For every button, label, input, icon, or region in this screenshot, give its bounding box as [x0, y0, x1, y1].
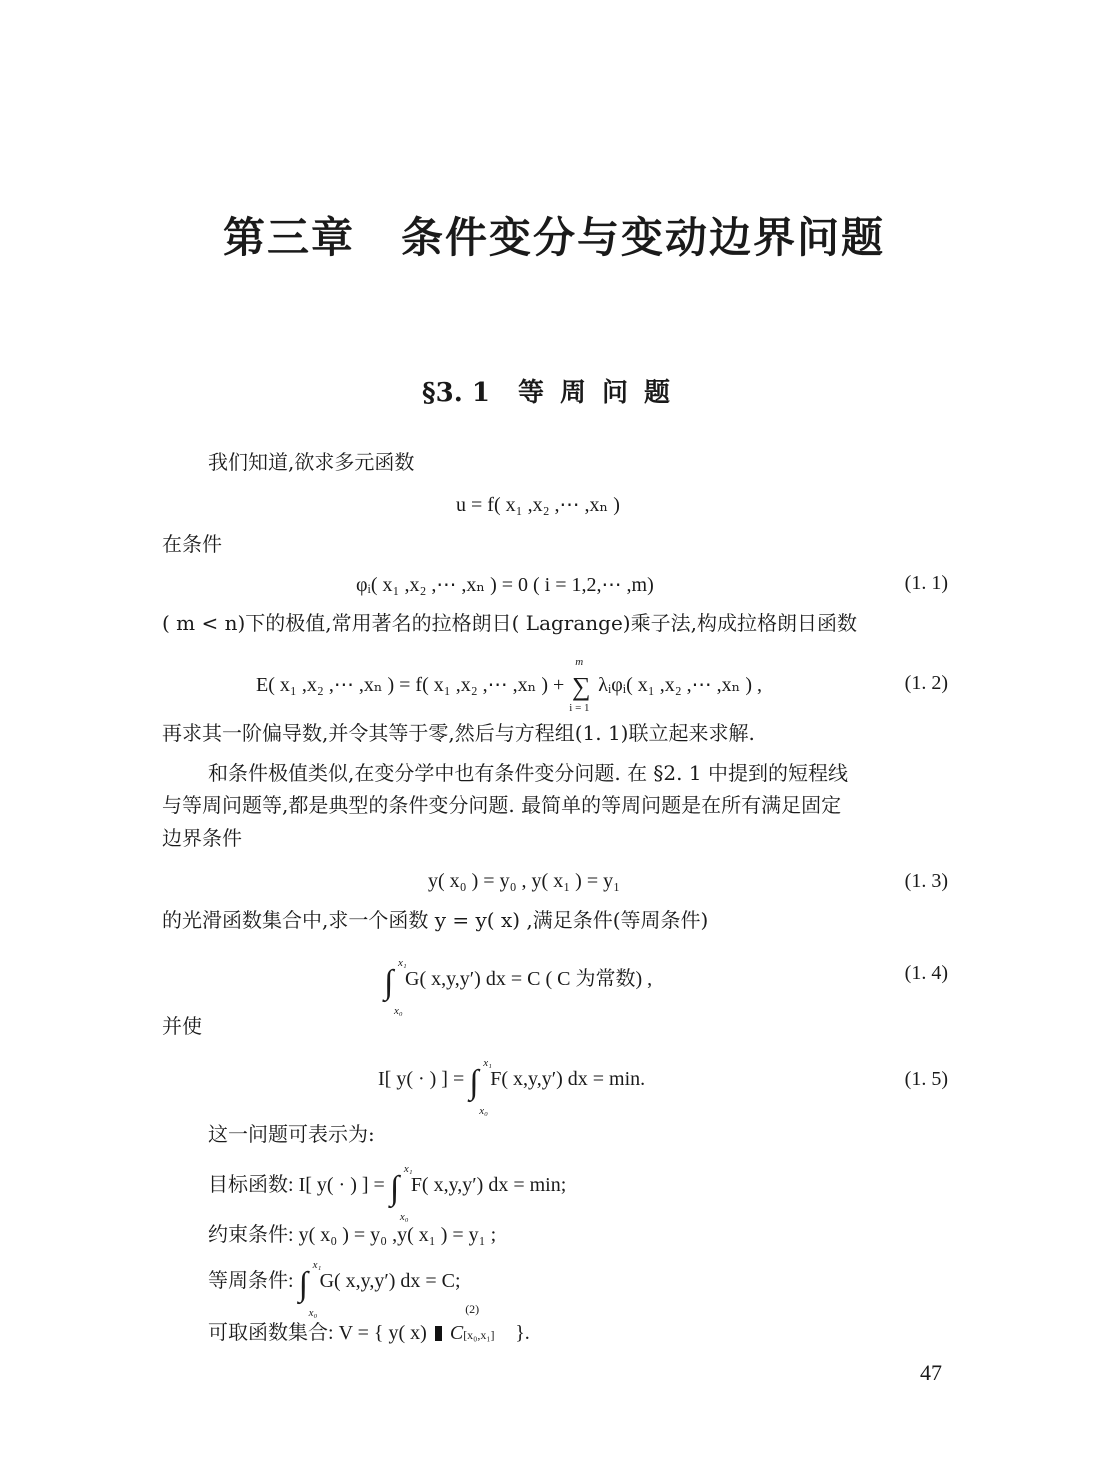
admissible-set-line [208, 1302, 530, 1345]
page-number: 47 [920, 1360, 942, 1385]
isoperimetric-line [208, 1259, 461, 1319]
set-C: C [449, 1322, 464, 1344]
integral-upper: x₁ [403, 1163, 413, 1175]
paragraph: 这一问题可表示为: [208, 1122, 375, 1146]
equation-1-1: φᵢ( x₁ ,x₂ ,⋯ ,xₙ ) = 0 ( i = 1,2,⋯ ,m) [356, 574, 654, 596]
integral-symbol: ∫ x₁ x₀ [390, 1179, 406, 1199]
section-heading [0, 372, 1108, 409]
paragraph: 边界条件 [162, 826, 242, 850]
paragraph: ( m < n)下的极值,常用著名的拉格朗日( Lagrange)乘子法,构成拉格朗日函数 [162, 611, 857, 635]
integral-symbol: ∫ x₁ x₀ [384, 973, 400, 993]
sum-symbol: ∑ m i = 1 [569, 656, 591, 714]
equation-number: (1. 1) [904, 572, 948, 594]
integral-lower: x₀ [308, 1307, 318, 1319]
paragraph: 并使 [162, 1014, 202, 1038]
chapter-number: 第三章 [222, 213, 355, 262]
integral-symbol: ∫ x₁ x₀ [469, 1073, 485, 1093]
equation-1-5 [378, 1057, 646, 1117]
equation-number: (1. 5) [904, 1068, 948, 1090]
equation-1-4 [384, 957, 653, 1017]
constraint-line [208, 1218, 496, 1247]
equation-body: G( x,y,y′) dx = C ( C 为常数) , [405, 968, 653, 990]
section-number: §3. 1 [422, 378, 490, 408]
chapter-heading [0, 205, 1108, 265]
integral-lower: x₀ [394, 1005, 403, 1017]
paragraph: 和条件极值类似,在变分学中也有条件变分问题. 在 §2. 1 中提到的短程线 [208, 761, 848, 785]
equation-number: (1. 2) [904, 672, 948, 694]
integral-upper: x₁ [312, 1259, 322, 1271]
paragraph: 在条件 [162, 532, 222, 556]
set-subscript: [x₀,x₁] [463, 1328, 495, 1342]
set-label: 可取函数集合: [208, 1322, 334, 1344]
paragraph: 的光滑函数集合中,求一个函数 y = y( x) ,满足条件(等周条件) [162, 908, 709, 932]
chapter-title: 条件变分与变动边界问题 [401, 213, 886, 262]
objective-left: I[ y( · ) ] = [298, 1174, 385, 1196]
integral-symbol: ∫ x₁ x₀ [299, 1275, 315, 1295]
paragraph: 我们知道,欲求多元函数 [208, 450, 415, 474]
set-end: }. [515, 1322, 530, 1344]
sum-upper: m [575, 656, 584, 668]
objective-label: 目标函数: [208, 1174, 294, 1196]
set-left: V = { y( x) [338, 1322, 427, 1344]
set-scripts [463, 1302, 515, 1342]
section-title: 等周问题 [517, 378, 686, 408]
constraint-text: y( x₀ ) = y₀ ,y( x₁ ) = y₁ ; [298, 1224, 497, 1246]
sum-lower: i = 1 [569, 702, 590, 714]
constraint-label: 约束条件: [208, 1224, 294, 1246]
isoperimetric-text: G( x,y,y′) dx = C; [319, 1270, 461, 1292]
paragraph: 再求其一阶偏导数,并令其等于零,然后与方程组(1. 1)联立起来求解. [162, 721, 755, 745]
set-superscript: (2) [465, 1302, 480, 1316]
equation-u: u = f( x₁ ,x₂ ,⋯ ,xₙ ) [456, 494, 620, 516]
equation-1-2 [256, 656, 762, 714]
integral-lower: x₀ [479, 1105, 488, 1117]
objective-right: F( x,y,y′) dx = min; [410, 1174, 567, 1196]
equation-number: (1. 3) [904, 870, 948, 892]
integral-lower: x₀ [399, 1211, 409, 1223]
equation-right: F( x,y,y′) dx = min. [490, 1068, 646, 1090]
equation-1-3: y( x₀ ) = y₀ , y( x₁ ) = y₁ [428, 870, 621, 892]
integral-upper: x₁ [398, 957, 407, 969]
equation-right: λᵢφᵢ( x₁ ,x₂ ,⋯ ,xₙ ) , [598, 674, 762, 696]
isoperimetric-label: 等周条件: [208, 1270, 294, 1292]
objective-line [208, 1163, 567, 1223]
paragraph: 与等周问题等,都是典型的条件变分问题. 最简单的等周问题是在所有满足固定 [162, 793, 842, 817]
integral-upper: x₁ [483, 1057, 492, 1069]
element-of-symbol [435, 1326, 442, 1341]
equation-left: E( x₁ ,x₂ ,⋯ ,xₙ ) = f( x₁ ,x₂ ,⋯ ,xₙ ) + [256, 674, 565, 696]
equation-left: I[ y( · ) ] = [378, 1068, 465, 1090]
equation-number: (1. 4) [904, 962, 948, 984]
